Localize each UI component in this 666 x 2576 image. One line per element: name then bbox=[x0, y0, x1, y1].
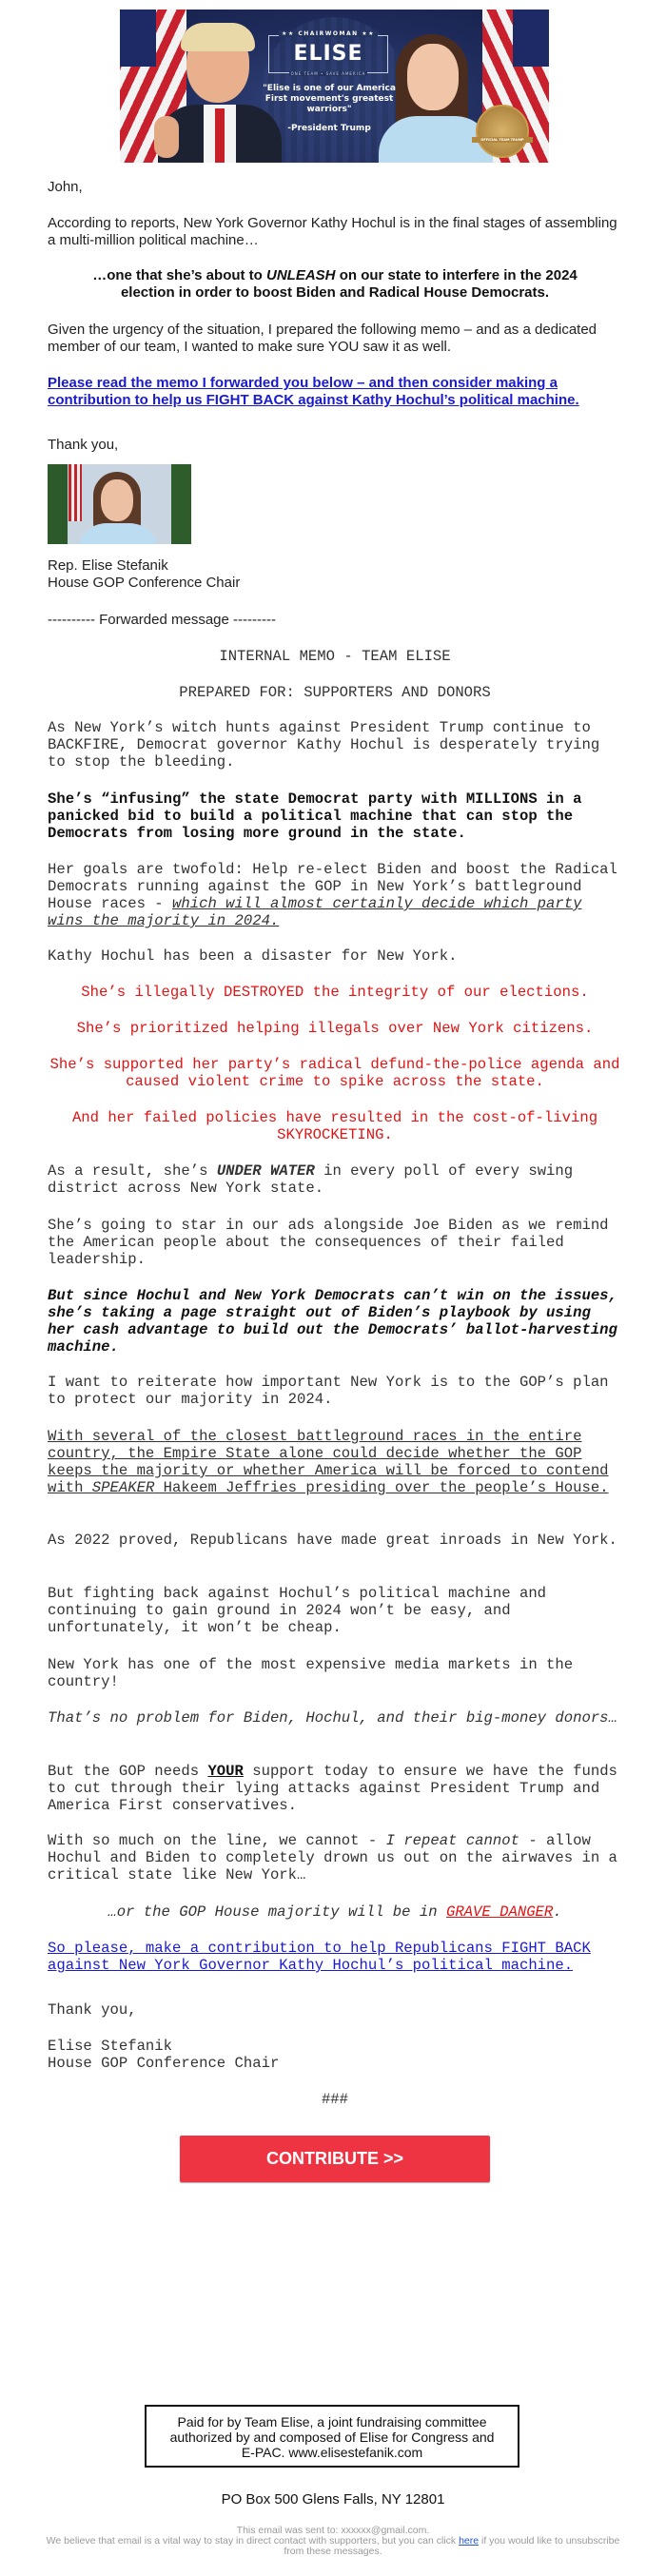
badge-text: OFFICIAL TEAM TRUMP bbox=[472, 137, 533, 143]
memo-paragraph: But fighting back against Hochul’s political machine and continuing to gain ground in 2024 won’t be easy, and unfortunately, it won’t be cheap. bbox=[48, 1585, 547, 1636]
memo-red-point: She’s illegally DESTROYED the integrity of our elections. bbox=[81, 984, 589, 1001]
elise-logo bbox=[268, 30, 388, 76]
forwarded-divider: ---------- Forwarded message --------- bbox=[48, 612, 276, 628]
thanks: Thank you, bbox=[48, 437, 119, 453]
memo-prepared-for: PREPARED FOR: SUPPORTERS AND DONORS bbox=[179, 684, 491, 701]
signature-name: Elise Stefanik bbox=[48, 2038, 173, 2055]
unsubscribe-link[interactable]: here bbox=[459, 2535, 480, 2547]
footer-fine-print bbox=[38, 2526, 628, 2557]
memo-red-point: And her failed policies have resulted in the cost-of-living SKYROCKETING. bbox=[71, 1109, 598, 1143]
memo-paragraph: As New York’s witch hunts against President Trump continue to BACKFIRE, Democrat governor Kathy Hochul is desperately trying to stop the bleeding. bbox=[48, 719, 600, 771]
text: …or the GOP House majority will be in bbox=[108, 1903, 446, 1921]
memo-paragraph: She’s going to star in our ads alongside Joe Biden as we remind the American people about the consequences of their failed leadership. bbox=[48, 1217, 609, 1268]
text: if you would like to unsubscribe from these messages. bbox=[284, 2535, 620, 2557]
text: on our state to interfere in the 2024 election in order to boost Biden and Radical House Democrats. bbox=[120, 267, 578, 301]
memo-paragraph: That’s no problem for Biden, Hochul, and their big-money donors… bbox=[48, 1709, 617, 1727]
text: …one that she’s about to bbox=[92, 267, 267, 283]
signature-title: House GOP Conference Chair bbox=[48, 2055, 280, 2072]
emphasis: UNLEASH bbox=[266, 267, 336, 283]
intro-cta bbox=[48, 375, 622, 409]
elise-photo bbox=[48, 464, 191, 544]
emphasis: I repeat cannot bbox=[385, 1832, 519, 1849]
memo-paragraph: Kathy Hochul has been a disaster for New York. bbox=[48, 947, 458, 965]
logo-chairwoman: ★★ CHAIRWOMAN ★★ bbox=[279, 30, 378, 37]
memo-paragraph bbox=[48, 1763, 622, 1814]
thumbs-up bbox=[154, 116, 179, 158]
text: Hakeem Jeffries presiding over the people’s House. bbox=[154, 1479, 609, 1496]
text: As a result, she’s bbox=[48, 1162, 217, 1180]
memo-paragraph: But since Hochul and New York Democrats can’t win on the issues, she’s taking a page straight out of Biden’s playbook by using her cash advantage to build out the Democrats’ ballot-harvesting machine. bbox=[48, 1287, 617, 1356]
memo-paragraph bbox=[48, 1903, 622, 1921]
memo-paragraph bbox=[48, 1832, 622, 1883]
memo-red-point: She’s prioritized helping illegals over New York citizens. bbox=[76, 1020, 594, 1037]
memo-paragraph: As 2022 proved, Republicans have made great inroads in New York. bbox=[48, 1532, 617, 1549]
memo-title: INTERNAL MEMO - TEAM ELISE bbox=[219, 648, 451, 665]
greeting: John, bbox=[48, 179, 83, 195]
grave-danger: GRAVE DANGER bbox=[445, 1903, 554, 1921]
text: We believe that email is a vital way to stay in direct contact with supporters, but you can click bbox=[46, 2535, 460, 2547]
banner-attribution: -President Trump bbox=[287, 124, 371, 133]
trump-tie bbox=[215, 108, 225, 163]
text: - allow Hochul and Biden to completely drown us out on the airwaves in a critical state like New York… bbox=[48, 1832, 617, 1883]
text: . bbox=[553, 1903, 562, 1921]
signature-title: House GOP Conference Chair bbox=[48, 575, 241, 591]
memo-red-point: She’s supported her party’s radical defund-the-police agenda and caused violent crime to spike across the state. bbox=[49, 1056, 620, 1090]
text: support today to ensure we have the funds to cut through their lying attacks against President Trump and America First conservatives. bbox=[48, 1763, 617, 1814]
intro-highlight bbox=[67, 267, 603, 302]
mailing-address: PO Box 500 Glens Falls, NY 12801 bbox=[221, 2491, 445, 2508]
emphasis: YOUR bbox=[207, 1763, 244, 1780]
paid-for-text: Paid for by Team Elise, a joint fundraising committee authorized by and composed of Elise for Congress and E-PAC. www.elisestefanik.com bbox=[169, 2414, 495, 2460]
contribution-link[interactable]: Please read the memo I forwarded you below – and then consider making a contribution to help us FIGHT BACK against Kathy Hochul’s political machine. bbox=[48, 375, 579, 408]
intro-paragraph: Given the urgency of the situation, I prepared the following memo – and as a dedicated member of our team, I wanted to make sure YOU saw it as well. bbox=[48, 322, 597, 355]
elise-face bbox=[407, 44, 459, 110]
banner-quote: "Elise is one of our America First movement's greatest warriors" bbox=[263, 84, 396, 114]
contribute-button[interactable]: CONTRIBUTE >> bbox=[180, 2136, 490, 2182]
logo-name: ELISE bbox=[293, 42, 363, 66]
text: Her goals are twofold: Help re-elect Biden and boost the Radical Democrats running against the GOP in New York’s battleground House races - bbox=[48, 861, 617, 912]
memo-signature bbox=[48, 2038, 622, 2072]
contribution-link[interactable]: So please, make a contribution to help Republicans FIGHT BACK against New York Governor Kathy Hochul’s political machine. bbox=[48, 1940, 591, 1974]
text: in every poll of every swing district across New York state. bbox=[48, 1162, 574, 1197]
logo-tagline: ONE TEAM • SAVE AMERICA bbox=[290, 71, 366, 76]
emphasis: SPEAKER bbox=[91, 1479, 155, 1496]
memo-end-mark: ### bbox=[321, 2091, 349, 2108]
emphasis: which will almost certainly decide which party wins the majority in 2024. bbox=[48, 895, 582, 929]
memo-paragraph bbox=[48, 861, 622, 929]
emphasis: UNDER WATER bbox=[216, 1162, 315, 1180]
paid-for-disclaimer bbox=[145, 2405, 519, 2468]
header-banner-image bbox=[120, 10, 549, 163]
text: With several of the closest battleground races in the entire country, the Empire State alone could decide whether the GOP keeps the majority or whether America will be forced to contend with bbox=[48, 1428, 609, 1496]
sent-to: This email was sent to: xxxxxx@gmail.com. bbox=[236, 2525, 430, 2536]
memo-thanks: Thank you, bbox=[48, 2001, 137, 2019]
memo-paragraph: New York has one of the most expensive media markets in the country! bbox=[48, 1656, 574, 1690]
memo-paragraph: I want to reiterate how important New York is to the GOP’s plan to protect our majority in 2024. bbox=[48, 1374, 609, 1408]
memo-paragraph bbox=[48, 1428, 622, 1496]
text: But the GOP needs bbox=[48, 1763, 208, 1780]
text: With so much on the line, we cannot - bbox=[48, 1832, 386, 1849]
signature-name: Rep. Elise Stefanik bbox=[48, 557, 168, 574]
official-team-trump-badge bbox=[476, 105, 529, 158]
trump-hair bbox=[181, 23, 255, 51]
memo-paragraph bbox=[48, 1162, 622, 1197]
memo-cta bbox=[48, 1940, 622, 1974]
signature bbox=[48, 557, 622, 592]
intro-paragraph: According to reports, New York Governor Kathy Hochul is in the final stages of assembling a multi-million political machine… bbox=[48, 215, 617, 248]
memo-paragraph: She’s “infusing” the state Democrat party with MILLIONS in a panicked bid to build a political machine that can stop the Democrats from losing more ground in the state. bbox=[48, 790, 582, 842]
